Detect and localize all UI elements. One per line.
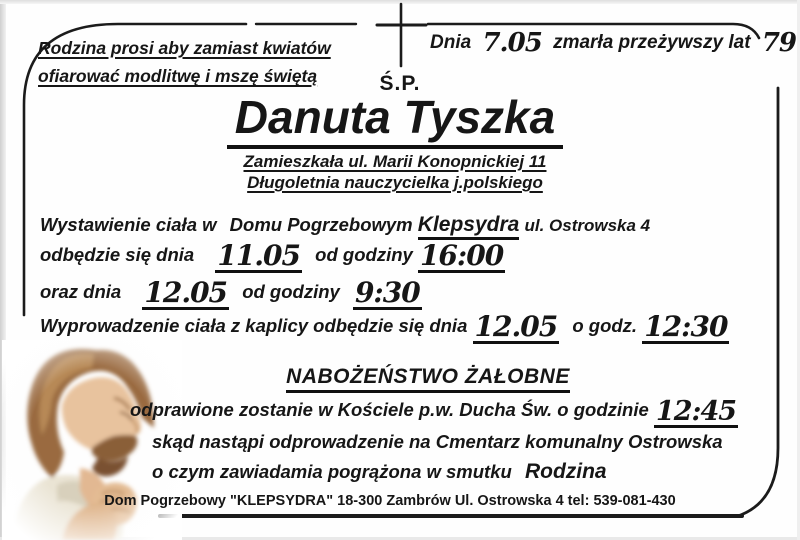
death-age: 79 [761,28,797,58]
viewing-day1-time: 16:00 [419,239,504,272]
death-line-pre: Dnia [430,32,472,53]
deceased-address: Zamieszkała ul. Marii Konopnickiej 11 [243,152,547,171]
viewing-day2-line: oraz dnia 12.05 od godziny 9:30 [40,276,420,309]
service-line2: skąd nastąpi odprowadzenie na Cmentarz komunalny Ostrowska [152,431,723,452]
viewing-day2-time: 9:30 [354,276,420,309]
service-time: 12:45 [655,396,737,427]
funeral-home-name: Klepsydra [418,213,520,240]
flower-request-line1: Rodzina prosi aby zamiast kwiatów [38,38,331,58]
service-line3: o czym zawiadamia pogrążona w smutku Rodzina [152,460,607,483]
memorial-cross-icon [377,4,426,66]
procession-date: 12.05 [474,310,558,343]
sp-abbreviation: Ś.P. [379,72,421,95]
death-line-mid: zmarła przeżywszy lat [553,32,751,53]
viewing-location-line: Wystawienie ciała w Domu Pogrzebowym Klepsydra ul. Ostrowska 4 [40,213,650,237]
viewing-day2-date: 12.05 [144,276,228,309]
procession-line: Wyprowadzenie ciała z kaplicy odbędzie się dnia 12.05 o godz. 12:30 [40,310,728,343]
service-heading: NABOŻEŃSTWO ŻAŁOBNE [56,365,800,389]
service-line1: odprawione zostanie w Kościele p.w. Ducha Św. o godzinie 12:45 [130,396,737,427]
funeral-home-contact: Dom Pogrzebowy "KLEPSYDRA" 18-300 Zambrów Ul. Ostrowska 4 tel: 539-081-430 [104,493,676,509]
procession-time: 12:30 [644,310,728,343]
family-signature: Rodzina [524,460,607,483]
viewing-day1-line: odbędzie się dnia 11.05 od godziny 16:00 [40,239,504,272]
flower-request-line2: ofiarować modlitwę i mszę świętą [38,66,318,86]
deceased-name: Danuta Tyszka [0,92,790,142]
death-date-line [430,30,800,56]
deceased-occupation: Długoletnia nauczycielka j.polskiego [247,173,543,192]
viewing-day1-date: 11.05 [217,239,301,272]
death-date: 7.05 [482,28,542,58]
